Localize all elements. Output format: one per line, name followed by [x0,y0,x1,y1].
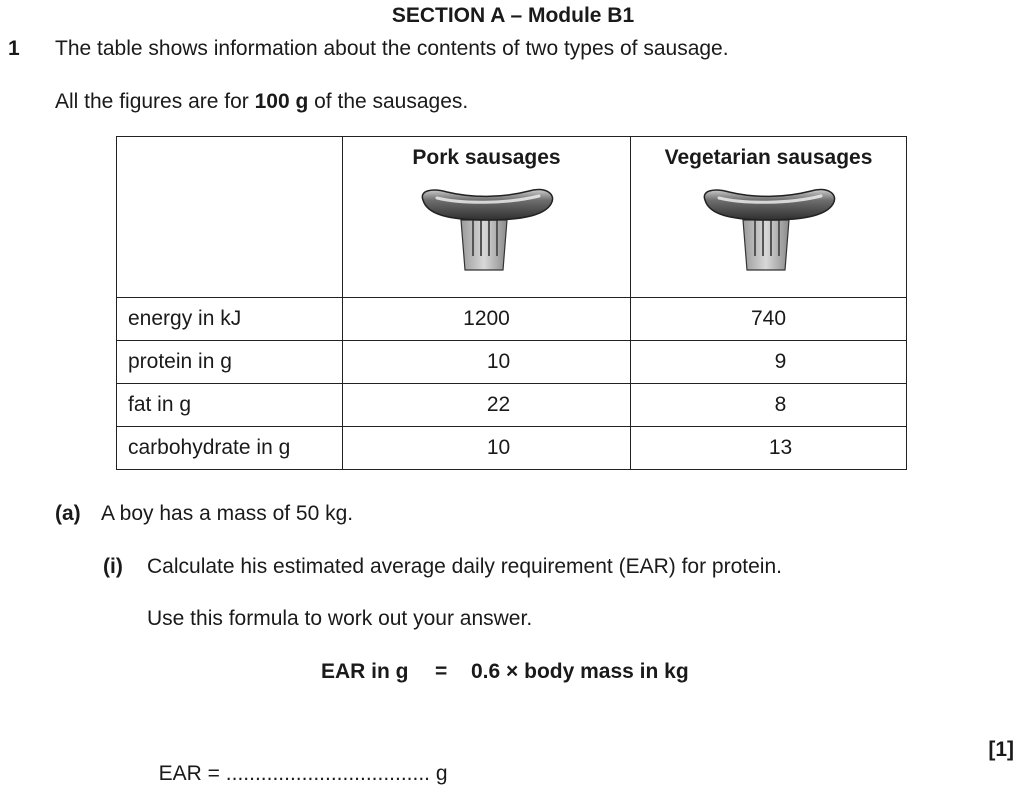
vegetarian-value [631,384,907,427]
formula-equals: = [435,660,448,683]
answer-prefix: EAR = [158,762,226,785]
vegetarian-value-text: 9 [774,350,787,373]
pork-value-text: 22 [486,393,511,416]
pork-value [343,341,631,384]
formula-instruction: Use this formula to work out your answer. [147,607,533,630]
figures-note-amount: 100 g [254,90,309,113]
pork-header-cell [343,137,631,298]
answer-blank[interactable]: ................................... [225,762,431,785]
vegetarian-header-label: Vegetarian sausages [664,146,873,169]
part-a-text: A boy has a mass of 50 kg. [101,502,354,525]
table-header-row [117,137,907,298]
answer-line [147,738,448,786]
pork-value-text: 10 [486,436,511,459]
figures-note-after: of the sausages. [308,90,469,113]
vegetarian-value: 740 [631,298,907,341]
vegetarian-value [631,427,907,470]
row-label: protein in g [117,341,343,384]
sausage-on-fork-icon [417,186,557,276]
vegetarian-value-text: 13 [768,436,793,459]
sausage-on-fork-icon [699,186,839,276]
table-row [117,427,907,470]
question-number: 1 [8,37,20,60]
part-i-text: Calculate his estimated average daily requirement (EAR) for protein. [147,555,782,578]
pork-value-text: 10 [486,350,511,373]
figures-note-before: All the figures are for [55,90,255,113]
table-row [117,298,907,341]
figures-note [55,90,468,114]
table-row [117,341,907,384]
sausage-contents-table [116,136,907,470]
table-row [117,384,907,427]
vegetarian-header-cell [631,137,907,298]
part-i-label: (i) [103,555,123,578]
row-label: carbohydrate in g [117,427,343,470]
section-title: SECTION A – Module B1 [391,4,635,27]
formula-rhs: 0.6 × body mass in kg [471,660,689,683]
pork-value: 1200 [343,298,631,341]
vegetarian-value [631,341,907,384]
answer-unit: g [430,762,448,785]
marks-indicator: [1] [988,738,1014,761]
row-label: energy in kJ [117,298,343,341]
pork-header-label: Pork sausages [412,146,561,169]
row-label: fat in g [117,384,343,427]
vegetarian-value-text: 8 [774,393,787,416]
part-a-label: (a) [55,502,81,525]
formula-lhs: EAR in g [321,660,409,683]
pork-value [343,384,631,427]
empty-header-cell [117,137,343,298]
question-intro: The table shows information about the contents of two types of sausage. [55,37,729,60]
pork-value [343,427,631,470]
